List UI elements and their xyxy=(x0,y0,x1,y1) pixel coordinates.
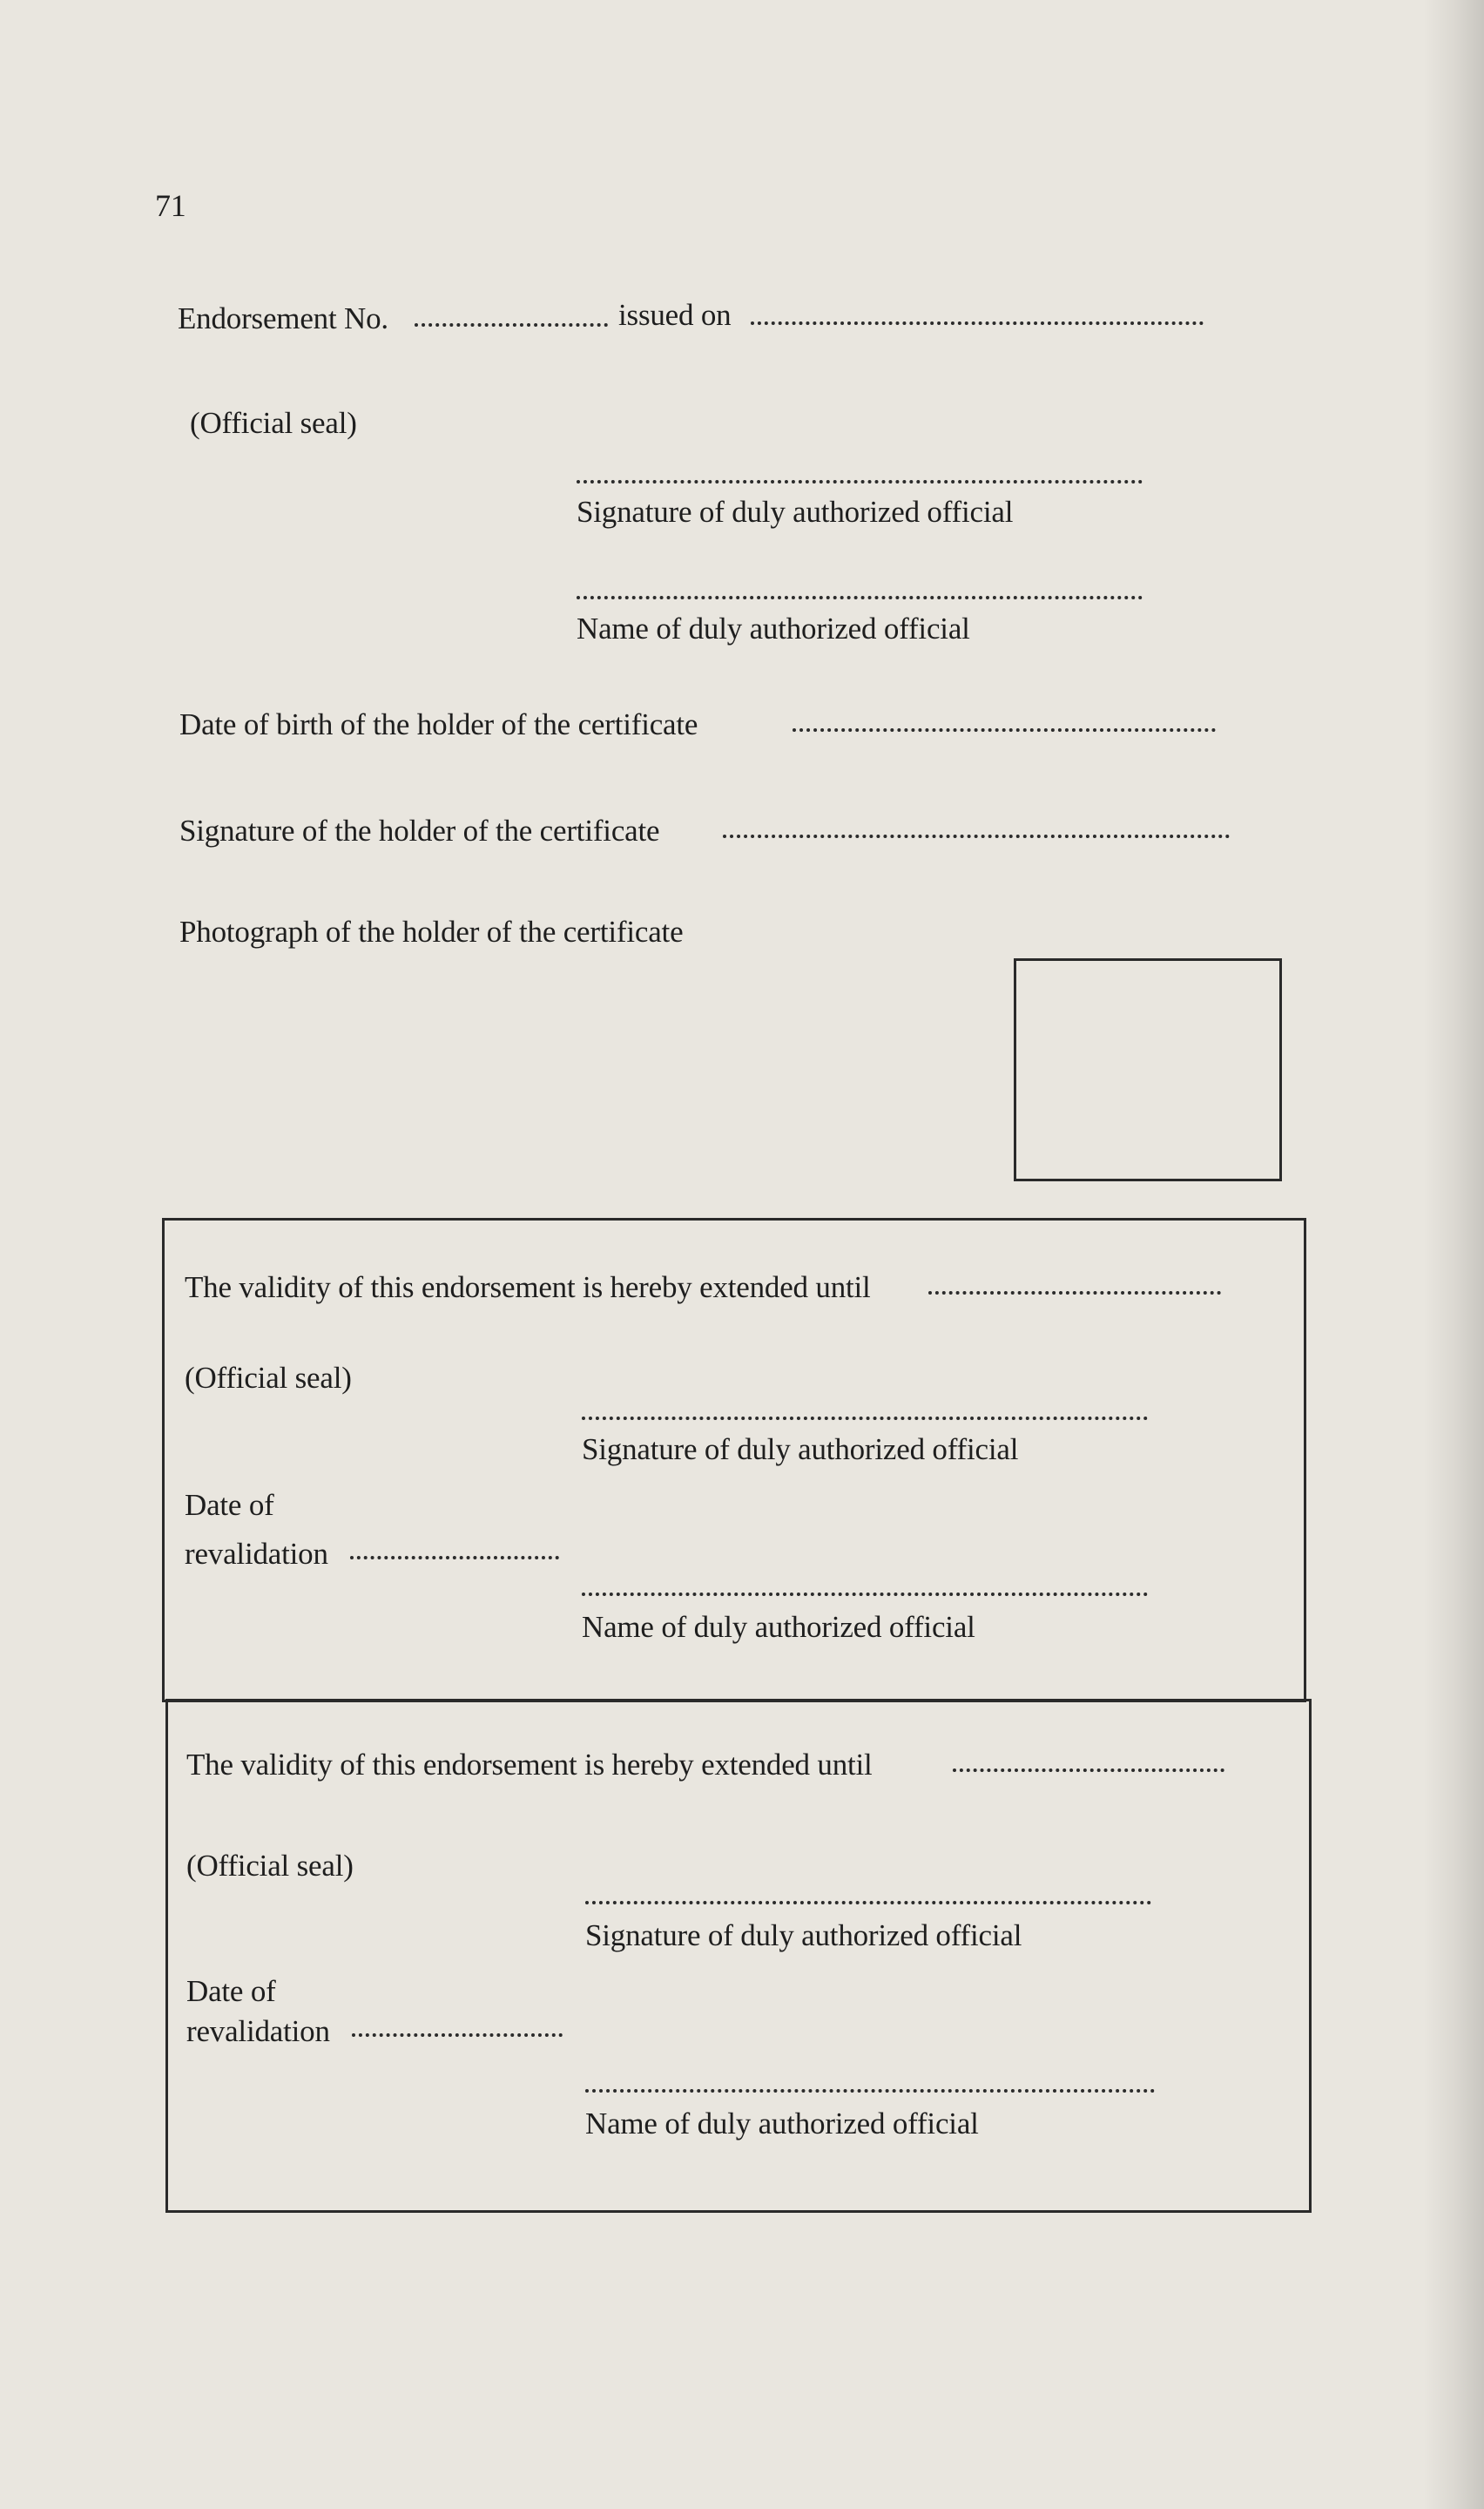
revalidation-date-field-1[interactable] xyxy=(350,1556,559,1559)
holder-signature-label: Signature of the holder of the certificate xyxy=(179,814,660,848)
extension-signature-label-1: Signature of duly authorized official xyxy=(582,1432,1019,1466)
extension-name-field-1[interactable] xyxy=(582,1593,1148,1596)
endorsement-number-label: Endorsement No. xyxy=(178,301,388,335)
official-seal-label: (Official seal) xyxy=(190,406,357,440)
official-name-field[interactable] xyxy=(577,596,1143,599)
extension-seal-label-1: (Official seal) xyxy=(185,1361,352,1395)
extension-seal-label-2: (Official seal) xyxy=(186,1849,354,1883)
revalidation-date-label-2a: Date of xyxy=(186,1974,276,2008)
validity-extension-field-2[interactable] xyxy=(953,1768,1224,1772)
revalidation-date-field-2[interactable] xyxy=(352,2033,563,2037)
extension-name-field-2[interactable] xyxy=(585,2089,1155,2093)
validity-extension-label-2: The validity of this endorsement is hereby extended until xyxy=(186,1748,873,1782)
photograph-box[interactable] xyxy=(1014,958,1282,1181)
validity-extension-field-1[interactable] xyxy=(928,1291,1221,1295)
official-signature-label: Signature of duly authorized official xyxy=(577,495,1014,529)
official-signature-field[interactable] xyxy=(577,480,1143,484)
extension-name-label-2: Name of duly authorized official xyxy=(585,2107,979,2140)
validity-extension-label-1: The validity of this endorsement is hereby extended until xyxy=(185,1270,871,1304)
endorsement-number-field[interactable] xyxy=(415,323,608,327)
issued-on-field[interactable] xyxy=(751,321,1204,325)
official-name-label: Name of duly authorized official xyxy=(577,612,970,646)
holder-signature-field[interactable] xyxy=(723,835,1230,838)
issued-on-label: issued on xyxy=(618,298,732,332)
extension-signature-field-1[interactable] xyxy=(582,1417,1148,1420)
revalidation-date-label-1b: revalidation xyxy=(185,1537,328,1571)
holder-dob-field[interactable] xyxy=(793,728,1216,732)
page-number: 71 xyxy=(155,188,186,223)
page-edge-shadow xyxy=(1423,0,1484,2509)
extension-name-label-1: Name of duly authorized official xyxy=(582,1610,975,1644)
holder-dob-label: Date of birth of the holder of the certificate xyxy=(179,707,698,741)
revalidation-date-label-1a: Date of xyxy=(185,1488,274,1522)
extension-signature-field-2[interactable] xyxy=(585,1901,1151,1904)
revalidation-date-label-2b: revalidation xyxy=(186,2014,330,2048)
extension-signature-label-2: Signature of duly authorized official xyxy=(585,1918,1022,1952)
holder-photo-label: Photograph of the holder of the certificate xyxy=(179,915,684,949)
